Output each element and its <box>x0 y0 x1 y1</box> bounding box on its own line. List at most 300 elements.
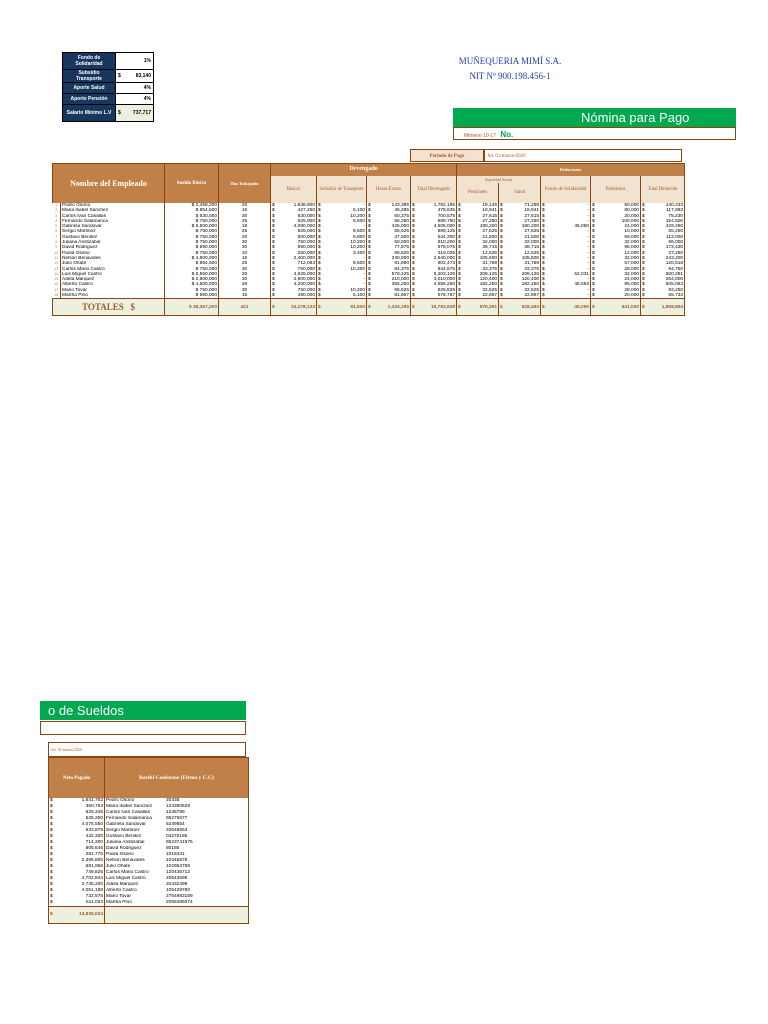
row-number: 8 <box>53 240 61 245</box>
dias-cell: 20 <box>219 203 271 208</box>
totded-cell: $ 93,250 <box>642 287 684 293</box>
title-bar <box>453 108 736 128</box>
totded-cell: $ 112,000 <box>642 234 684 240</box>
neto-cell: $ 4,051,188 <box>50 888 103 893</box>
employee-name: Alberto Castro <box>61 282 165 287</box>
fondo-cell: $ - <box>542 266 590 272</box>
param-row <box>63 94 154 105</box>
receipt-cell: Maria Isabel Sanchez 123390529 <box>105 804 249 810</box>
param-label: Aporte Pensión <box>63 94 116 105</box>
header-total-devengado: Total Devengado <box>411 176 457 203</box>
header-subsidio: Subsidio de Transporte <box>317 176 367 203</box>
header-seguridad: Seguridad Social <box>457 176 541 183</box>
pay-receipt-table <box>48 757 249 924</box>
totals-label: TOTALES $ <box>53 299 165 316</box>
param-label: Salario Mínimo L.V <box>63 105 116 122</box>
dias-cell: 25 <box>219 261 271 266</box>
pension-cell: $ 22,867 <box>458 293 498 299</box>
total-cell: $ 844,575 <box>412 266 456 272</box>
pension-cell: $ 32,625 <box>458 287 498 293</box>
dias-cell: 10 <box>219 251 271 256</box>
total-cell: $ 544,300 <box>412 234 456 240</box>
fondo-cell: $ - <box>542 218 590 224</box>
neto-cell: $ 432,300 <box>50 834 103 839</box>
page-title: Nómina para Pago <box>581 110 690 125</box>
param-value: 1% <box>116 53 154 70</box>
receipt-cell: Sergio Martinez 33649653 <box>105 828 249 834</box>
basico-cell: $ 890,000 <box>272 245 315 251</box>
totded-cell: $ 500,281 <box>642 271 684 277</box>
header-nombre: Nombre del Empleado <box>53 164 165 204</box>
total-horas: $ 1,434,195 <box>367 299 411 316</box>
totded-cell: $ 120,518 <box>642 261 684 267</box>
row-number: 13 <box>53 267 61 272</box>
row-number: 17 <box>53 288 61 293</box>
sueldo-cell: $ 2,458,200 <box>165 203 219 208</box>
pension-cell: $ 120,400 <box>458 277 498 283</box>
total-fondo: $ 45,050 <box>541 299 591 316</box>
totded-cell: $ 264,800 <box>642 277 684 283</box>
pension-cell: $ 12,625 <box>458 250 498 256</box>
row-number: 4 <box>53 219 61 224</box>
basico-cell: $ 630,000 <box>272 213 315 219</box>
fondo-cell: $ - <box>542 234 590 240</box>
header-pensiones: Pensiones <box>457 183 499 203</box>
dias-cell: 18 <box>219 224 271 229</box>
salud-cell: $ 18,941 <box>500 208 540 214</box>
total-neto: $ 13,935,034 <box>49 907 105 924</box>
dias-cell: 30 <box>219 267 271 272</box>
totded-cell: $ 429,450 <box>642 224 684 230</box>
subsidio-cell: $ 5,100 <box>318 208 365 214</box>
basico-cell: $ 2,400,000 <box>272 255 315 261</box>
employee-name: Maria Isabel Sanchez <box>61 208 165 213</box>
row-number: 18 <box>53 293 61 299</box>
param-row <box>63 53 154 70</box>
neto-cell: $ 681,955 <box>50 864 103 869</box>
periodo-label: Periodo de Pago <box>410 149 484 162</box>
receipt-cell: Fernando Salamanca 95276577 <box>105 816 249 822</box>
employee-name: David Rodriguez <box>61 245 165 250</box>
prestamo-cell: $ 69,000 <box>592 234 640 240</box>
salud-cell: $ 38,715 <box>500 245 540 251</box>
prestamo-cell: $ 20,000 <box>592 293 640 299</box>
salud-cell: $ 31,759 <box>500 261 540 267</box>
total-cell: $ 576,767 <box>412 293 456 299</box>
basico-cell: $ 625,000 <box>272 218 315 224</box>
employee-name: Fernando Salamanca <box>61 219 165 224</box>
sueldo-cell: $ 6,800,000 <box>165 224 219 229</box>
salud-cell: $ 32,000 <box>500 240 540 246</box>
header-sueldo: Sueldo Básico <box>165 164 219 204</box>
total-recibi <box>105 907 249 924</box>
subsidio-cell: $ 6,800 <box>318 234 365 240</box>
parameters-table <box>62 52 154 122</box>
total-basico: $ 34,278,133 <box>271 299 317 316</box>
salud-cell: $ 32,625 <box>500 287 540 293</box>
employee-name: Julio Oñate <box>61 261 165 266</box>
horas-cell: $ 81,667 <box>368 293 409 299</box>
pension-cell: $ 31,759 <box>458 261 498 267</box>
receipt-cell: Alberto Castro 105429790 <box>105 888 249 894</box>
salud-cell: $ 120,400 <box>500 277 540 283</box>
subsidio-cell: $ - <box>318 277 365 283</box>
neto-cell: $ 2,396,800 <box>50 858 103 863</box>
totded-cell: $ 172,430 <box>642 245 684 251</box>
total-prestamos: $ 641,000 <box>591 299 641 316</box>
subheader-small: Mimeno 10-17 <box>464 133 496 139</box>
salud-cell: $ 27,615 <box>500 213 540 219</box>
horas-cell: $ 84,375 <box>368 266 409 272</box>
fondo-cell: $ - <box>542 255 590 261</box>
subsidio-cell: $ - <box>318 282 365 288</box>
prestamo-cell: $ 100,000 <box>592 218 640 224</box>
param-label: Fondo de Solidaridad <box>63 53 116 70</box>
dias-cell: 15 <box>219 208 271 213</box>
prestamo-cell: $ 32,000 <box>592 271 640 277</box>
neto-cell: $ 2,745,200 <box>50 882 103 887</box>
header-devengado: Devengado <box>271 164 457 177</box>
totded-cell: $ 96,000 <box>642 240 684 246</box>
sueldo-cell: $ 750,000 <box>165 267 219 272</box>
param-value: 4% <box>116 83 154 94</box>
fondo-cell: $ - <box>542 229 590 235</box>
fondo-cell: $ - <box>542 203 590 208</box>
horas-cell: $ 143,395 <box>368 203 409 208</box>
horas-cell: $ 65,625 <box>368 250 409 256</box>
basico-cell: $ 750,000 <box>272 240 315 246</box>
fondo-cell: $ - <box>542 208 590 214</box>
receipt-cell: Pedro Osorio 20435 <box>105 798 249 804</box>
totded-cell: $ 75,230 <box>642 213 684 219</box>
row-number: 11 <box>53 256 61 261</box>
totded-cell: $ 154,500 <box>642 218 684 224</box>
row-number: 5 <box>53 224 61 229</box>
pension-cell: $ 105,600 <box>458 255 498 261</box>
subsidio-cell: $ - <box>318 255 365 261</box>
total-cell: $ 700,575 <box>412 213 456 219</box>
totded-cell: $ 65,250 <box>642 229 684 235</box>
row-number: 6 <box>53 229 61 234</box>
total-cell: $ 5,203,125 <box>412 271 456 277</box>
neto-cell: $ 535,250 <box>50 816 103 821</box>
bottom-title-bar <box>40 701 246 720</box>
employee-name: Luis Miguel Castro <box>61 272 165 277</box>
salud-cell: $ 105,600 <box>500 255 540 261</box>
receipt-cell: Carlos Mario Castro 120435712 <box>105 870 249 876</box>
total-cell: $ 4,556,250 <box>412 282 456 288</box>
salud-cell: $ 21,500 <box>500 234 540 240</box>
total-cell: $ 4,505,000 <box>412 224 456 230</box>
header-recibi: Recibí Conforme (Firma y C.C) <box>105 758 249 799</box>
pension-cell: $ 182,250 <box>458 282 498 288</box>
prestamo-cell: $ 95,000 <box>592 245 640 251</box>
subsidio-cell: $ 10,200 <box>318 213 365 219</box>
prestamo-cell: $ 12,000 <box>592 250 640 256</box>
param-label: Aporte Salud <box>63 83 116 94</box>
salud-cell: $ 12,625 <box>500 250 540 256</box>
bottom-subheader <box>40 721 246 735</box>
employee-name: Nelson Benavides <box>61 256 165 261</box>
totded-cell: $ 37,250 <box>642 250 684 256</box>
param-value: $ 83,140 <box>116 70 154 83</box>
row-number: 9 <box>53 245 61 250</box>
param-value: $ 737,717 <box>116 105 154 122</box>
fondo-cell: $ - <box>542 261 590 267</box>
horas-cell: $ 210,000 <box>368 277 409 283</box>
param-row <box>63 83 154 94</box>
sueldo-cell: $ 750,000 <box>165 229 219 234</box>
sueldo-cell: $ 854,500 <box>165 208 219 213</box>
param-label: Subsidio Transporte <box>63 70 116 83</box>
param-row <box>63 70 154 83</box>
total-cell: $ 802,473 <box>412 261 456 267</box>
neto-cell: $ 4,702,844 <box>50 876 103 881</box>
subsidio-cell: $ 8,500 <box>318 218 365 224</box>
pension-cell: $ 21,500 <box>458 234 498 240</box>
neto-cell: $ 805,645 <box>50 846 103 851</box>
prestamo-cell: $ 24,000 <box>592 224 640 230</box>
neto-cell: $ 633,875 <box>50 828 103 833</box>
fondo-cell: $ 52,031 <box>542 271 590 277</box>
employee-name: Sergio Martinez <box>61 229 165 234</box>
total-salud: $ 628,493 <box>499 299 541 316</box>
total-cell: $ 689,750 <box>412 218 456 224</box>
sueldo-cell: $ 750,000 <box>165 219 219 224</box>
sueldo-cell: $ 750,000 <box>165 240 219 245</box>
sueldo-cell: $ 4,800,000 <box>165 256 219 261</box>
prestamo-cell: $ 32,000 <box>592 255 640 261</box>
subsidio-cell: $ 5,100 <box>318 293 365 299</box>
sueldo-cell: $ 750,000 <box>165 251 219 256</box>
total-deducido: $ 1,858,894 <box>641 299 685 316</box>
horas-cell: $ 65,625 <box>368 287 409 293</box>
total-cell: $ 699,125 <box>412 229 456 235</box>
totded-cell: $ 140,433 <box>642 203 684 208</box>
row-number: 16 <box>53 282 61 287</box>
employee-name: Paola Osorio <box>61 251 165 256</box>
row-number: 15 <box>53 277 61 282</box>
fondo-cell: $ - <box>542 287 590 293</box>
subsidio-cell: $ 10,200 <box>318 245 365 251</box>
subsidio-cell: $ - <box>318 224 365 230</box>
salud-cell: $ 180,200 <box>500 224 540 230</box>
dias-cell: 30 <box>219 277 271 282</box>
subsidio-cell: $ 10,200 <box>318 266 365 272</box>
row-number: 14 <box>53 272 61 277</box>
dias-cell: 15 <box>219 293 271 299</box>
dias-cell: 28 <box>219 282 271 287</box>
subsidio-cell: $ 10,200 <box>318 287 365 293</box>
employee-name: Carlos Mario Castro <box>61 267 165 272</box>
dias-cell: 30 <box>219 214 271 219</box>
horas-cell: $ 65,625 <box>368 229 409 235</box>
horas-cell: $ 425,000 <box>368 224 409 230</box>
salud-cell: $ 208,125 <box>500 271 540 277</box>
total-cell: $ 3,010,000 <box>412 277 456 283</box>
receipt-cell: Nelson Benavides 10345878 <box>105 858 249 864</box>
horas-cell: $ 46,285 <box>368 208 409 214</box>
salud-cell: $ 27,625 <box>500 229 540 235</box>
fondo-cell: $ - <box>542 293 590 299</box>
pension-cell: $ 18,941 <box>458 208 498 214</box>
salud-cell: $ 33,375 <box>500 266 540 272</box>
total-sueldo: $ 36,367,200 <box>165 299 219 316</box>
header-prestamos: Préstamos <box>591 176 641 203</box>
total-cell: $ 978,075 <box>412 245 456 251</box>
row-number: 2 <box>53 208 61 213</box>
basico-cell: $ 250,000 <box>272 250 315 256</box>
subsidio-cell: $ 8,500 <box>318 261 365 267</box>
totded-cell: $ 243,200 <box>642 255 684 261</box>
horas-cell: $ 56,250 <box>368 218 409 224</box>
sueldo-cell: $ 4,500,000 <box>165 282 219 287</box>
totded-cell: $ 117,883 <box>642 208 684 214</box>
horas-cell: $ 37,500 <box>368 234 409 240</box>
receipt-cell: Gabriela Sandoval 5249854 <box>105 822 249 828</box>
employee-name: Gustavo Benitez <box>61 235 165 240</box>
header-total-deducido: Total Deducido <box>641 176 685 203</box>
total-devengado: $ 15,793,928 <box>411 299 457 316</box>
bottom-title: o de Sueldos <box>48 703 124 718</box>
fondo-cell: $ 45,563 <box>542 282 590 288</box>
pension-cell: $ 27,625 <box>458 229 498 235</box>
dias-cell: 15 <box>219 256 271 261</box>
totded-cell: $ 65,733 <box>642 293 684 299</box>
pension-cell: $ 27,250 <box>458 218 498 224</box>
prestamo-cell: $ 24,000 <box>592 277 640 283</box>
horas-cell: $ 50,000 <box>368 240 409 246</box>
sueldo-cell: $ 854,500 <box>165 261 219 266</box>
horas-cell: $ 77,875 <box>368 245 409 251</box>
prestamo-cell: $ 80,000 <box>592 208 640 214</box>
basico-cell: $ 4,625,000 <box>272 271 315 277</box>
row-number: 12 <box>53 261 61 266</box>
receipt-cell: Carlos Ivan Casallas 1235789 <box>105 810 249 816</box>
basico-cell: $ 4,200,000 <box>272 282 315 288</box>
prestamo-cell: $ 32,000 <box>592 240 640 246</box>
employee-name: Juliana Aristizabal <box>61 240 165 245</box>
neto-cell: $ 4,075,550 <box>50 822 103 827</box>
horas-cell: $ 356,250 <box>368 282 409 288</box>
employee-name: Adela Marquez <box>61 277 165 282</box>
salud-cell: $ 71,288 <box>500 203 540 208</box>
sueldo-cell: $ 5,550,000 <box>165 272 219 277</box>
header-fondo: Fondo de Solidaridad <box>541 176 591 203</box>
total-subsidio: $ 81,600 <box>317 299 367 316</box>
prestamo-cell: $ 10,000 <box>592 229 640 235</box>
subheader-bar <box>453 127 736 140</box>
basico-cell: $ 490,000 <box>272 293 315 299</box>
basico-cell: $ 750,000 <box>272 287 315 293</box>
row-number: 10 <box>53 251 61 256</box>
neto-cell: $ 749,825 <box>50 870 103 875</box>
neto-cell: $ 732,575 <box>50 894 103 899</box>
param-row <box>63 105 154 122</box>
pension-cell: $ 38,715 <box>458 245 498 251</box>
receipt-cell: David Rodriguez 80186 <box>105 846 249 852</box>
dias-cell: 25 <box>219 272 271 277</box>
header-deducciones: Deducciones <box>457 164 685 177</box>
receipt-cell: Mario Tovar 2764983169 <box>105 894 249 900</box>
dias-cell: 25 <box>219 229 271 234</box>
dias-cell: 30 <box>219 288 271 293</box>
sueldo-cell: $ 890,000 <box>165 245 219 250</box>
receipt-cell: Juliana Aristizabal 8523741975 <box>105 840 249 846</box>
totded-cell: $ 505,063 <box>642 282 684 288</box>
prestamo-cell: $ 50,000 <box>592 203 640 208</box>
periodo-value: Jul. 01/marzo/2020 <box>484 149 682 162</box>
sueldo-cell: $ 2,800,000 <box>165 277 219 282</box>
employee-name: Martha Pino <box>61 293 165 299</box>
horas-cell: $ 240,000 <box>368 255 409 261</box>
fondo-cell: $ - <box>542 240 590 246</box>
basico-cell: $ 2,800,000 <box>272 277 315 283</box>
employee-name: Pedro Osorio <box>61 203 165 208</box>
dias-cell: 30 <box>219 245 271 250</box>
header-basico: Básico <box>271 176 317 203</box>
pension-cell: $ 33,375 <box>458 266 498 272</box>
salud-cell: $ 27,250 <box>500 218 540 224</box>
neto-cell: $ 360,753 <box>50 804 103 809</box>
row-number: 3 <box>53 214 61 219</box>
header-salud: Salud <box>499 183 541 203</box>
prestamo-cell: $ 28,000 <box>592 266 640 272</box>
company-header <box>400 54 620 84</box>
neto-cell: $ 625,345 <box>50 810 103 815</box>
basico-cell: $ 1,638,800 <box>272 203 315 208</box>
fondo-cell: $ - <box>542 213 590 219</box>
total-dias: 421 <box>219 299 271 316</box>
employee-name: Mario Tovar <box>61 288 165 293</box>
fondo-cell: $ - <box>542 250 590 256</box>
total-cell: $ 810,200 <box>412 240 456 246</box>
subsidio-cell: $ - <box>318 203 365 208</box>
horas-cell: $ 81,890 <box>368 261 409 267</box>
prestamo-cell: $ 57,000 <box>592 261 640 267</box>
header-horas: Horas Extras <box>367 176 411 203</box>
total-pensiones: $ 576,351 <box>457 299 499 316</box>
pension-cell: $ 32,000 <box>458 240 498 246</box>
basico-cell: $ 625,000 <box>272 229 315 235</box>
subsidio-cell: $ 8,500 <box>318 229 365 235</box>
receipt-cell: Paola Osorio 1018431 <box>105 852 249 858</box>
pension-cell: $ 27,615 <box>458 213 498 219</box>
neto-cell: $ 1,641,762 <box>50 798 103 803</box>
no-label: No. <box>500 130 514 139</box>
subsidio-cell: $ - <box>318 271 365 277</box>
receipt-cell: Gustavo Benitez 04275185 <box>105 834 249 840</box>
receipt-cell: Julio Oñate 102963788 <box>105 864 249 870</box>
neto-cell: $ 281,775 <box>50 852 103 857</box>
sueldo-cell: $ 980,000 <box>165 293 219 299</box>
pension-cell: $ 208,125 <box>458 271 498 277</box>
salud-cell: $ 182,250 <box>500 282 540 288</box>
total-cell: $ 478,635 <box>412 208 456 214</box>
total-cell: $ 2,640,000 <box>412 255 456 261</box>
dias-cell: 25 <box>219 219 271 224</box>
neto-cell: $ 714,200 <box>50 840 103 845</box>
prestamo-cell: $ 28,000 <box>592 287 640 293</box>
company-nit: NIT Nº 900.198.456-1 <box>469 71 551 81</box>
total-cell: $ 1,782,195 <box>412 203 456 208</box>
basico-cell: $ 4,080,000 <box>272 224 315 230</box>
total-cell: $ 825,825 <box>412 287 456 293</box>
basico-cell: $ 500,000 <box>272 234 315 240</box>
basico-cell: $ 427,250 <box>272 208 315 214</box>
payroll-table <box>52 163 685 316</box>
totded-cell: $ 94,750 <box>642 266 684 272</box>
